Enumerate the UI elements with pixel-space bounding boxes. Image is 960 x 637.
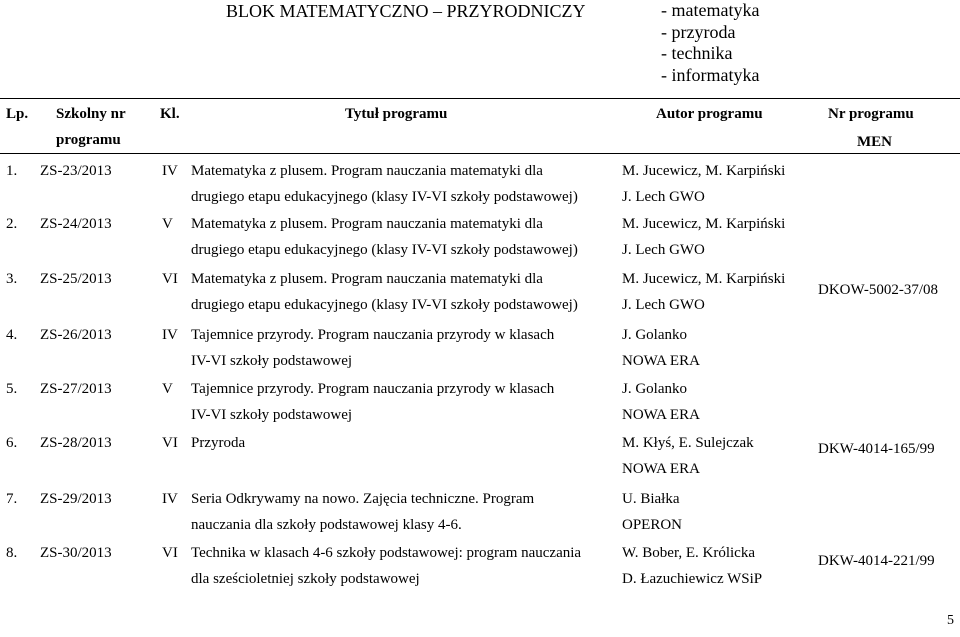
row-title-line-1: Seria Odkrywamy na nowo. Zajęcia techniczne. Program — [191, 491, 535, 507]
row-author-line-2: OPERON — [622, 517, 683, 533]
row-title-line-1: Technika w klasach 4-6 szkoły podstawowej: program nauczania — [191, 545, 582, 561]
row-class: VI — [162, 271, 178, 287]
row-school-number: ZS-28/2013 — [40, 435, 112, 451]
row-school-number: ZS-27/2013 — [40, 381, 112, 397]
row-class: IV — [162, 491, 178, 507]
row-lp: 6. — [6, 435, 18, 451]
row-school-number: ZS-26/2013 — [40, 327, 112, 343]
row-lp: 8. — [6, 545, 18, 561]
header-lp: Lp. — [6, 106, 29, 122]
header-class: Kl. — [160, 106, 180, 122]
row-school-number: ZS-23/2013 — [40, 163, 112, 179]
row-lp: 1. — [6, 163, 18, 179]
row-school-number: ZS-29/2013 — [40, 491, 112, 507]
row-men-number: DKW-4014-221/99 — [818, 553, 935, 569]
row-title-line-1: Matematyka z plusem. Program nauczania matematyki dla — [191, 271, 543, 287]
header-title: Tytuł programu — [345, 106, 448, 122]
row-title-line-1: Tajemnice przyrody. Program nauczania przyrody w klasach — [191, 381, 555, 397]
header-author: Autor programu — [656, 106, 763, 122]
row-author-line-1: W. Bober, E. Królicka — [622, 545, 755, 561]
row-lp: 3. — [6, 271, 18, 287]
row-author-line-1: J. Golanko — [622, 381, 687, 397]
row-lp: 4. — [6, 327, 18, 343]
row-lp: 5. — [6, 381, 18, 397]
row-class: VI — [162, 545, 178, 561]
table-top-rule — [0, 98, 960, 99]
row-school-number: ZS-25/2013 — [40, 271, 112, 287]
row-author-line-2: NOWA ERA — [622, 407, 700, 423]
row-men-number: DKW-4014-165/99 — [818, 441, 935, 457]
row-title-line-2: drugiego etapu edukacyjnego (klasy IV-VI szkoły podstawowej) — [191, 242, 578, 258]
row-class: V — [162, 381, 173, 397]
header-school-number-2: programu — [56, 132, 121, 148]
row-author-line-2: J. Lech GWO — [622, 242, 705, 258]
row-title-line-2: drugiego etapu edukacyjnego (klasy IV-VI szkoły podstawowej) — [191, 297, 578, 313]
row-lp: 7. — [6, 491, 18, 507]
row-title-line-2: IV-VI szkoły podstawowej — [191, 353, 353, 369]
row-author-line-2: D. Łazuchiewicz WSiP — [622, 571, 763, 587]
row-author-line-1: U. Białka — [622, 491, 680, 507]
page-number: 5 — [947, 613, 954, 628]
header-men-number-2: MEN — [857, 134, 892, 150]
row-author-line-1: M. Jucewicz, M. Karpiński — [622, 216, 786, 232]
row-author-line-1: M. Jucewicz, M. Karpiński — [622, 163, 786, 179]
row-men-number: DKOW-5002-37/08 — [818, 282, 938, 298]
row-author-line-1: M. Kłyś, E. Sulejczak — [622, 435, 754, 451]
row-title-line-1: Tajemnice przyrody. Program nauczania przyrody w klasach — [191, 327, 555, 343]
header-men-number: Nr programu — [828, 106, 914, 122]
row-author-line-1: M. Jucewicz, M. Karpiński — [622, 271, 786, 287]
subject-item: - informatyka — [661, 64, 760, 85]
row-class: V — [162, 216, 173, 232]
subject-item: - matematyka — [661, 0, 760, 20]
row-author-line-1: J. Golanko — [622, 327, 687, 343]
header-bottom-rule — [0, 153, 960, 154]
row-school-number: ZS-30/2013 — [40, 545, 112, 561]
row-title-line-2: dla sześcioletniej szkoły podstawowej — [191, 571, 420, 587]
row-school-number: ZS-24/2013 — [40, 216, 112, 232]
subject-item: - przyroda — [661, 21, 736, 42]
row-author-line-2: NOWA ERA — [622, 461, 700, 477]
row-title-line-1: Przyroda — [191, 435, 246, 451]
row-author-line-2: J. Lech GWO — [622, 189, 705, 205]
row-author-line-2: J. Lech GWO — [622, 297, 705, 313]
subject-list — [661, 0, 759, 86]
row-title-line-2: drugiego etapu edukacyjnego (klasy IV-VI szkoły podstawowej) — [191, 189, 578, 205]
row-lp: 2. — [6, 216, 18, 232]
row-author-line-2: NOWA ERA — [622, 353, 700, 369]
row-title-line-1: Matematyka z plusem. Program nauczania matematyki dla — [191, 216, 543, 232]
row-title-line-1: Matematyka z plusem. Program nauczania matematyki dla — [191, 163, 543, 179]
subject-item: - technika — [661, 43, 733, 63]
row-class: VI — [162, 435, 178, 451]
page-title: BLOK MATEMATYCZNO – PRZYRODNICZY — [226, 1, 586, 21]
row-title-line-2: IV-VI szkoły podstawowej — [191, 407, 353, 423]
row-title-line-2: nauczania dla szkoły podstawowej klasy 4-6. — [191, 517, 462, 533]
row-class: IV — [162, 327, 178, 343]
header-school-number: Szkolny nr — [56, 106, 126, 122]
row-class: IV — [162, 163, 178, 179]
